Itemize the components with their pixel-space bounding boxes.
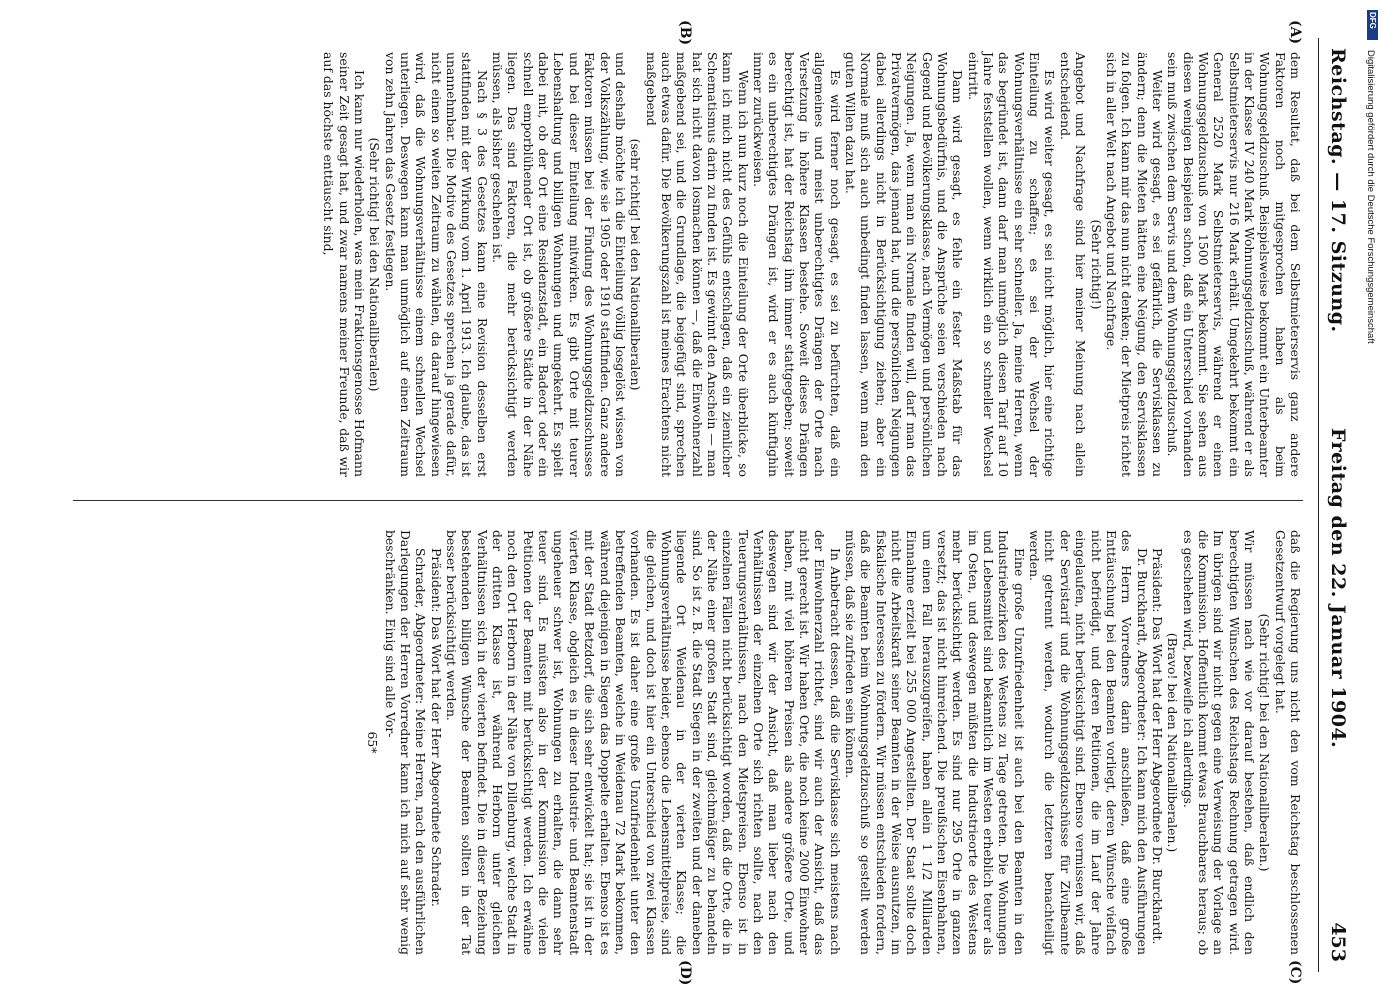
dfg-logo — [1367, 10, 1378, 40]
speaker-paragraph: Dr. Burckhardt, Abgeordneter: Ich kann mich den Ausführungen des Herrn Vorredners darin anschließen, daß eine große Enttäuschung bei den Beamten vorliegt, deren Wünsche vielfach nicht befriedigt, und deren Petitionen, die im Lauf der Jahre eingelaufen, nicht berücksichtigt sind. Ebenso vermissen wir, daß der Servistarif und die Wohnungsgeldzuschüsse für Zivilbeamte nicht getrennt werden, wodurch die letzteren benachteiligt werden. — [1027, 530, 1150, 955]
margin-marker-a: (A) — [1287, 20, 1303, 45]
margin-marker-d: (D) — [677, 960, 693, 986]
speaker-paragraph: Präsident: Das Wort hat der Herr Abgeordnete Dr. Burckhardt. — [1149, 548, 1165, 945]
page-header — [1318, 38, 1359, 972]
paragraph: Angebot und Nachfrage sind hier meiner Meinung nach allein entscheidend. — [1057, 52, 1089, 477]
paragraph: Eine große Unzufriedenheit ist auch bei den Beamten in den Industriebezirken des Westens zu Tage getreten. Die Wohnungen und Lebensmittel sind bekanntlich im Westen erheblich teurer als im Osten, und deswegen müßten die Industrieorte des Westens mehr berücksichtigt werden. Es sind nur 295 Orte in ganzen versetzt; das ist nicht hinreichend. Die preußischen Eisenbahnen, um einen Fall herauszugreifen, haben allein 1 1/2 Milliarden Einnahme erzielt bei 255 000 Angestellten. Der Staat sollte doch nicht die Arbeitskraft seiner Beamten in der Weise ausnutzen, im fiskalische Interessen zu fördern. Wir müssen entschieden fordern, daß die Beamten beim Wohnungsgeldzuschuß so gestellt werden müssen, daß sie zufrieden sein können. — [843, 530, 1027, 955]
paragraph: In Anbetracht dessen, daß die Servisklasse sich meistens nach der Einwohnerzahl richtet, sind wir auch der Ansicht, daß das nicht gerecht ist. Wir haben Orte, die noch keine 2000 Einwohner haben, mit viel höheren Preisen als andere größere Orte, und deswegen sind wir der Ansicht, daß man lieber nach den Verhältnissen der einzelnen Orte sich richten sollte, nach den Teuerungsverhältnissen, nach den Mietspreisen. Ebenso ist in einzelnen Fällen nicht berücksichtigt worden, daß die Orte, die in der Nähe einer großen Stadt sind, gleichmäßiger zu behandeln sind. So ist z. B. die Stadt Siegen in der zweiten und der daneben liegende Ort Weidenau in der vierten Klasse; die Wohnungsverhältnisse beider, ebenso die Lebensmittelpreise, sind die gleichen, und doch ist hier ein Unterschied von zwei Klassen vorhanden. Es ist daher eine große Unzufriedenheit unter den betreffenden Beamten, welche in Weidenau 72 Mark bekommen, während diejenigen in Siegen das Doppelte erhalten. Ebenso ist es mit der Stadt Betzdorf, die sich sehr entwickelt hat; sie ist in der vierten Klasse, obgleich es in dieser Industrie- und Beamtenstadt ungeheuer schwer ist, Wohnungen zu erhalten, die dann sehr teuer sind. Es müssten also in der Kommission die vielen Petitionen der Beamten mit berücksichtigt werden. Ich erwähne noch den Ort Herborn in der Nähe von Dillenburg, welche Stadt in der dritten Klasse ist, während Herborn unter gleichen Verhältnissen sich in der vierten befindet. Die in dieser Beziehung bestehenden billigen Wünsche der Beamten sollten in der Tat besser berücksichtigt werden. — [444, 530, 843, 955]
page-number: 453 — [1327, 922, 1349, 962]
interjection: (Sehr richtig! bei den Nationalliberalen.) — [1257, 613, 1273, 872]
signature-mark: 65* — [365, 731, 381, 754]
speaker-paragraph: Schrader, Abgeordneter: Meine Herren, nach den ausführlichen Darlegungen der Herren Vorredner kann ich mich auf sehr wenig beschränken. Einig sind alle Vor- — [382, 530, 429, 955]
header-left: Reichstag. — 17. Sitzung. — [1327, 48, 1349, 333]
paragraph: Wir müssen nach wie vor darauf bestehen, daß endlich den berechtigten Wünschen des Reichstags Rechnung getragen wird. Im übrigen sind wir nicht gegen eine Verweisung der Vorlage an die Kommission. Hoffentlich kommt etwas Brauchbares heraus; ob es geschehen wird, bezweifle ich allerdings. — [1180, 530, 1257, 955]
interjection: (Sehr richtig! bei den Nationalliberalen) — [367, 137, 383, 392]
column-rule — [73, 500, 1303, 501]
right-column — [365, 530, 1303, 955]
paragraph: Nach § 3 des Gesetzes kann eine Revision desselben erst stattfinden mit der Wirkung vom 1. April 1913. Ich glaube, das ist unannehmbar. Die Motive des Gesetzes sprechen ja gerade dafür, nicht einen so weiten Zeitraum zu wählen, da darauf hingewiesen wird, daß die Wohnungsverhältnisse einem schnellen Wechsel unterliegen. Deswegen kann man unmöglich auf einen Zeitraum von zehn Jahren das Gesetz festlegen. — [382, 52, 490, 477]
header-date: Freitag den 22. Januar 1904. — [1327, 428, 1349, 749]
paragraph: und deshalb möchte ich die Einteilung völlig losgelöst wissen von der Volkszählung, wie sie 1905 oder 1910 stattfinden. Ganz andere Faktoren müssen bei der Findung des Wohnungsgeldzuschusses und bei dieser Einteilung mitwirken. Es gibt Orte mit teurer Lebenshaltung und billigen Wohnungen und umgekehrt. Es spielt dabei mit, ob der Ort eine Residenzstadt, ein Badeort oder ein schnell emporblühender Ort ist, ob größere Städte in der Nähe liegen. Das sind Faktoren, die mehr berücksichtigt werden müssen, als bisher geschehen ist. — [490, 52, 628, 477]
paragraph: Es wird ferner noch gesagt, es sei zu befürchten, daß ein allgemeines und meist unberechtigtes Drängen der Orte nach Versetzung in höhere Klassen bestehe. Soweit dieses Drängen berechtigt ist, hat der Reichstag ihm immer stattgegeben; soweit es ein unberechtigtes Drängen ist, wird er es auch künftighin immer zurückweisen. — [750, 52, 843, 477]
left-column — [321, 52, 1303, 477]
paragraph: Ich kann nur wiederholen, was mein Fraktionsgenosse Hofmann seiner Zeit gesagt hat, und zwar namens meiner Freunde, daß wir auf das höchste enttäuscht sind, — [321, 52, 368, 477]
speaker-paragraph: Präsident: Das Wort hat der Herr Abgeordnete Schrader. — [428, 548, 444, 907]
margin-marker-b: (B) — [677, 20, 693, 46]
digitization-note — [1364, 10, 1378, 650]
dfg-logo-text: DFG — [1368, 12, 1377, 29]
paragraph: Es wird weiter gesagt, es sei nicht möglich, hier eine richtige Einteilung zu schaffen; es sei der Wechsel der Wohnungsverhältnisse ein sehr schneller. Ja, meine Herren, wenn das begründet ist, dann darf man unmöglich diesen Tarif auf 10 Jahre feststellen wollen, wenn wirklich ein so schneller Wechsel eintritt. — [965, 52, 1058, 477]
paragraph: Weiter wird gesagt, es sei gefährlich, die Servisklassen zu ändern; denn die Mieten hätten eine Neigung, den Servisklassen zu folgen. Ich kann mir das nun nicht denken; der Mietpreis richtet sich in aller Welt nach Angebot und Nachfrage. — [1103, 52, 1165, 477]
paragraph: Dann wird gesagt, es fehle ein fester Maßstab für das Wohnungsbedürfnis, und die Ansprüche seien verschieden nach Gegend und Bevölkerungsklasse, nach Vermögen und persönlichen Neigungen. Ja, wenn man ein Normale finden will, darf man das Privatvermögen, das jemand hat, und die persönlichen Neigungen dabei allerdings nicht in Berücksichtigung ziehen; aber ein Normale muß sich auch unbedingt finden lassen, wenn man den guten Willen dazu hat. — [843, 52, 966, 477]
digitization-note-text: Digitalisierung gefördert durch die Deutsche Forschungsgemeinschaft — [1365, 50, 1376, 344]
interjection: (Sehr richtig!) — [1088, 219, 1104, 310]
interjection: (sehr richtig! bei den Nationalliberalen) — [628, 138, 644, 391]
paragraph: Wenn ich nun kurz noch die Einteilung der Orte überblicke, so kann ich mich nicht des Gefühls entschlagen, daß ein ziemlicher Schematismus darin zu finden ist. Es gewinnt den Anschein — man hat sich nicht davon losmachen können —, daß die Einwohnerzahl maßgebend sei, und die Grundlage, die beigefügt sind, sprechen auch etwas dafür. Die Bevölkerungszahl ist meines Erachtens nicht maßgebend — [643, 52, 751, 477]
interjection: (Bravo! bei den Nationalliberalen.) — [1165, 632, 1181, 853]
paragraph: dem Resultat, daß bei dem Selbstmieterservis ganz andere Faktoren noch mitgesprochen haben als beim Wohnungsgeldzuschuß. Beispielsweise bekommt ein Unterbeamter in der Klasse IV 240 Mark Wohnungsgeldzuschuß, während er als Selbstmieterservis nur 216 Mark erhält. Umgekehrt bekommt ein General 2520 Mark Selbstmieterservis, während er einen Wohnungsgeldzuschuß von 1500 Mark bekommt. Sie sehen aus diesen wenigen Beispielen schon, daß ein Unterschied vorhanden sein muß zwischen dem Servis und dem Wohnungsgeldzuschuß. — [1165, 52, 1303, 477]
margin-marker-c: (C) — [1287, 960, 1303, 985]
paragraph: daß die Regierung uns nicht den vom Reichstag beschlossenen Gesetzentwurf vorgelegt hat. — [1272, 530, 1303, 955]
